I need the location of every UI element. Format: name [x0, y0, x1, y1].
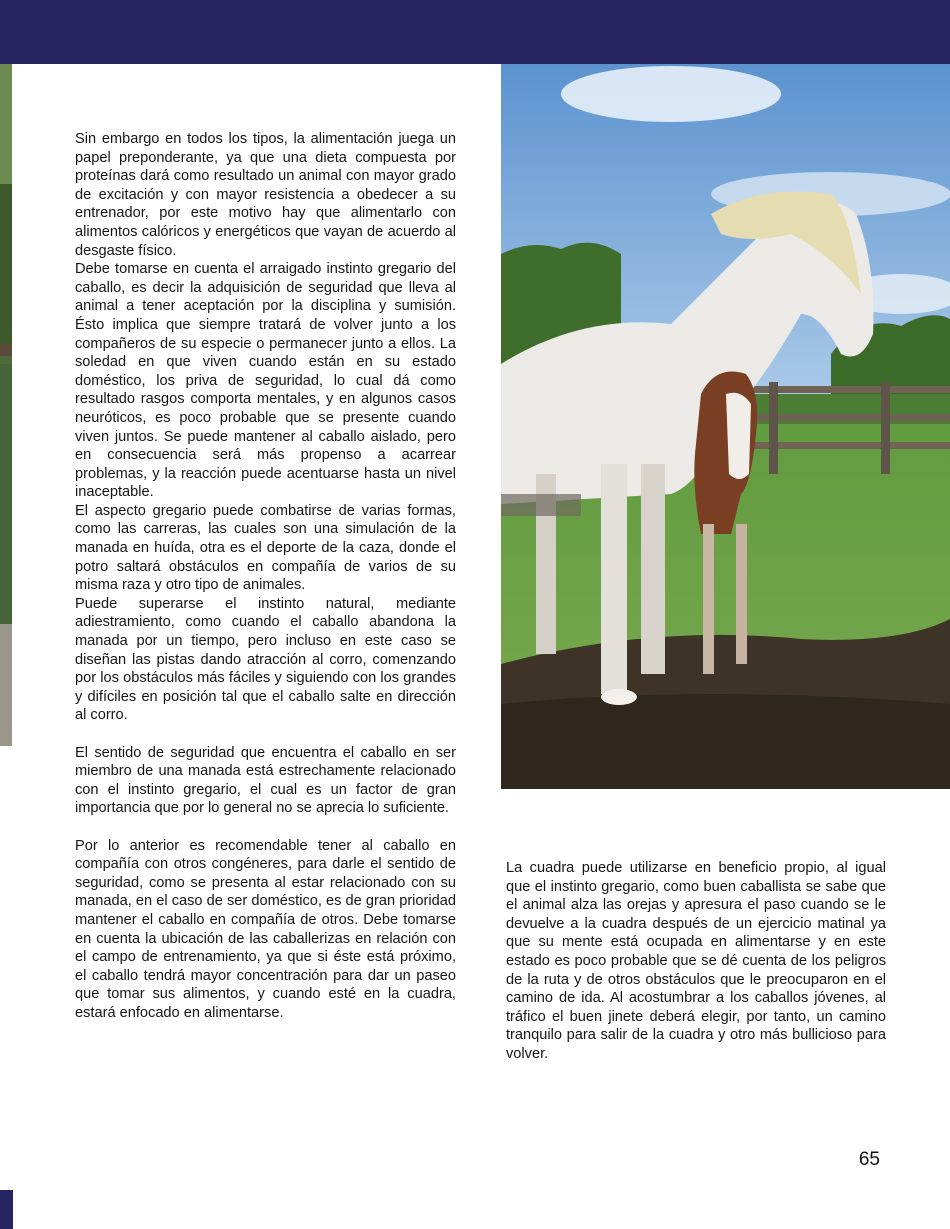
header-band — [0, 0, 950, 64]
left-text-column — [75, 130, 456, 1023]
right-text-column — [506, 859, 886, 1064]
paragraph: La cuadra puede utilizarse en beneficio propio, al igual que el instinto gregario, como buen caballista se sabe que el animal alza las orejas y apresura el paso cuando se le devuelve a la cuadra después de un ejercicio matinal ya que su mente está ocupada en alimentarse y en este estado es poco probable que se dé cuenta de los peligros de la ruta y de otros obstáculos que le preocuparon en el camino de ida. Al acostumbrar a los caballos jóvenes, al tráfico el buen jinete deberá elegir, por tanto, un camino tranquilo para salir de la cuadra y otro más bullicioso para volver. — [506, 860, 886, 1062]
horse-photo — [501, 64, 950, 789]
footer-tab — [0, 1190, 13, 1229]
paragraph: Sin embargo en todos los tipos, la alimentación juega un papel preponderante, ya que una dieta compuesta por proteínas dará como resultado un animal con mayor grado de excitación y con mayor resistencia a obedecer a su entrenador, por este motivo hay que alimentarlo con alimentos calóricos y energéticos que vayan de acuerdo al desgaste físico. — [75, 131, 456, 259]
paragraph-gap — [75, 818, 456, 837]
paragraph-gap — [75, 725, 456, 744]
paragraph: El sentido de seguridad que encuentra el caballo en ser miembro de una manada está estrechamente relacionado con el instinto gregario, el cual es un factor de gran importancia que por lo general no se aprecia lo suficiente. — [75, 744, 456, 817]
paragraph: El aspecto gregario puede combatirse de varias formas, como las carreras, las cuales son una simulación de la manada en huída, otra es el deporte de la caza, donde el potro saltará obstáculos en compañía de varios de su misma raza y otro tipo de animales. — [75, 502, 456, 594]
paragraph: Por lo anterior es recomendable tener al caballo en compañía con otros congéneres, para darle el sentido de seguridad, como se presenta al estar relacionado con su manada, en el caso de ser doméstico, es de gran prioridad mantener el caballo en compañía de otros. Debe tomarse en cuenta la ubicación de las caballerizas en relación con el campo de entrenamiento, ya que si éste está próximo, el caballo tendrá mayor concentración para dar un paseo que tomar sus alimentos, y cuando esté en la cuadra, estará enfocado en alimentarse. — [75, 837, 456, 1021]
page-number: 65 — [858, 1149, 880, 1170]
paragraph: Puede superarse el instinto natural, mediante adiestramiento, como cuando el caballo abandona la manada por un tiempo, pero incluso en este caso se diseñan las pistas dando atracción al corro, comenzando por los obstáculos más fáciles y siguiendo con los grandes y difíciles en posición tal que el caballo salte en dirección al corro. — [75, 595, 456, 724]
paragraph: Debe tomarse en cuenta el arraigado instinto gregario del caballo, es decir la adquisición de seguridad que lleva al animal a tener aceptación por la disciplina y sumisión. Ésto implica que siempre tratará de volver junto a los compañeros de su especie o permanecer junto a ellos. La soledad en que viven cuando están en su estado doméstico, los priva de seguridad, lo cual dá como resultado rasgos comporta mentales, y en algunos casos neuróticos, es poco probable que se presente cuando viven juntos. Se puede mantener al caballo aislado, pero en consecuencia será más propenso a acarrear problemas, y la reacción puede acentuarse hasta un nivel inaceptable. — [75, 261, 456, 501]
left-photo-edge — [0, 64, 12, 746]
